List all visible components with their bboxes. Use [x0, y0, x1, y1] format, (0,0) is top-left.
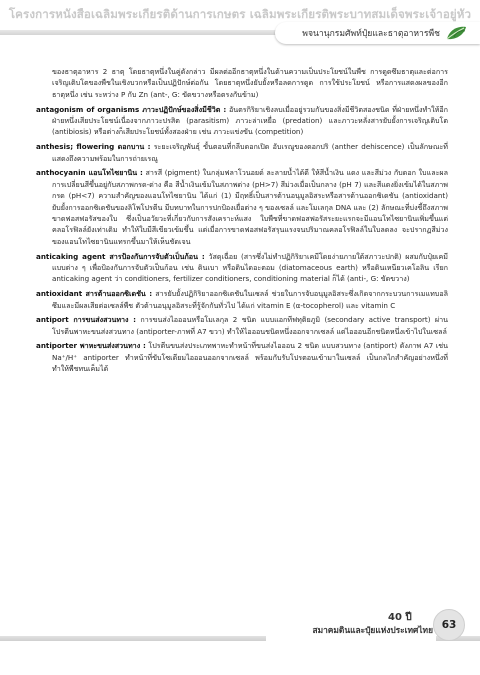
page-number: 63	[433, 609, 465, 641]
entry-term: antioxidant สารต้านออกซิเดชัน :	[36, 289, 153, 299]
entry-definition: วัสดุเฉื่อย (สารซึ่งไม่ทำปฏิกิริยาเคมีโดยง่ายภายใต้สภาวะปกติ) ผสมกับปุ๋ยเคมีแบบต่าง ๆ เพื่อป้องกันการจับตัวเป็นก้อน เช่น ดินเบา หรือดินไดอะตอม (diatomaceous earth) หรือดินเหนียวเคโอลิน เรียก anticaking agent ว่า conditioners, fertilizer conditioners, conditioning material ก็ได้ (anti-, G: ขัดขวาง)	[52, 251, 448, 284]
anniversary-mark: 40 ปี	[388, 612, 412, 623]
entry-term: anticaking agent สารป้องกันการจับตัวเป็นก้อน :	[36, 251, 205, 261]
entry-definition: การขนส่งไอออนหรือโมเลกุล 2 ชนิด แบบแอกทีฟทุติยภูมิ (secondary active transport) ผ่านโปรตีนพาหะขนส่งสวนทาง (antiporter-ภาพที่ A7 ขวา) ทำให้ไอออนชนิดหนึ่งออกจากเซลล์ แต่ไอออนอีกชนิดหนึ่งเข้าไปในเซลล์	[52, 315, 448, 336]
dictionary-entry	[36, 314, 448, 337]
entry-term: antiporter พาหะขนส่งสวนทาง :	[36, 341, 146, 351]
entry-definition: อันตรกิริยาเชิงลบเมื่ออยู่รวมกันของสิ่งมีชีวิตสองชนิด ที่ฝ่ายหนึ่งทำให้อีกฝ่ายหนึ่งเสียประโยชน์เนื่องจากภาวะปรสิต (parasitism) ภาวะล่าเหยื่อ (predation) และภาวะหลั่งสารยับยั้งการเจริญเติบโต (antibiosis) หรือต่างก็เสียประโยชน์ทั้งสองฝ่าย เช่น ภาวะแข่งขัน (competition)	[52, 104, 448, 137]
entry-continuation: ของธาตุอาหาร 2 ธาตุ โดยธาตุหนึ่งในคู่ดังกล่าว มีผลต่ออีกธาตุหนึ่งในด้านความเป็นประโยชน์ในพืช การดูดซึมธาตุและต่อการเจริญเติบโตของพืชในเชิงบวกหรือเป็นปฏิปักษ์ต่อกัน โดยธาตุหนึ่งยับยั้งหรือลดการดูด การใช้ประโยชน์ หรือการแสดงผลของอีกธาตุหนึ่ง เช่น ระหว่าง P กับ Zn (ant-, G: ขัดขวางหรือตรงกันข้าม)	[52, 67, 448, 99]
entry-paragraph	[36, 104, 448, 138]
entry-term: anthocyanin แอนโทไซยานิน :	[36, 168, 143, 178]
entry-term: anthesis; flowering ดอกบาน :	[36, 142, 151, 152]
association-name: สมาคมดินและปุ๋ยแห่งประเทศไทย	[312, 625, 433, 635]
series-title: โครงการหนังสือเฉลิมพระเกียรติด้านการเกษตร เฉลิมพระเกียรติพระบาทสมเด็จพระเจ้าอยู่หัว	[8, 7, 472, 21]
entry-paragraph	[36, 288, 448, 311]
page-header	[0, 0, 480, 58]
leaf-icon	[444, 24, 468, 42]
dictionary-entry	[36, 104, 448, 138]
entry-paragraph	[36, 141, 448, 164]
entry-definition: โปรตีนขนส่งประเภทพาหะทำหน้าที่ขนส่งไอออน 2 ชนิด แบบสวนทาง (antiport) ดังภาพ A7 เช่น Na⁺/H⁺ antiporter ทำหน้าที่ขับโซเดียมไอออนออกจากเซลล์ พร้อมกับรับโปรตอนเข้ามาในเซลล์ เป็นกลไกสำคัญอย่างหนึ่งที่ทำให้พืชทนเค็มได้	[52, 341, 448, 374]
entry-paragraph	[36, 167, 448, 247]
entry-paragraph	[36, 314, 448, 337]
dictionary-entry	[36, 167, 448, 247]
dictionary-entry	[36, 340, 448, 374]
entry-definition: ระยะเจริญพันธุ์ ขั้นตอนที่กลีบดอกเปิด อับเรณูของดอกปริ (anther dehiscence) เป็นลักษณะที่แสดงถึงความพร้อมในการถ่ายเรณู	[52, 142, 448, 163]
section-label: พจนานุกรมศัพท์ปุ๋ยและธาตุอาหารพืช	[302, 29, 440, 39]
dictionary-entry	[36, 251, 448, 285]
entry-definition: สารสี (pigment) ในกลุ่มฟลาโวนอยด์ ละลายน้ำได้ดี ให้สีน้ำเงิน แดง และสีม่วง กับดอก ใบและผล การเปลี่ยนสีขึ้นอยู่กับสภาพกรด-ด่าง คือ สีน้ำเงินเข้มในสภาพด่าง (pH>7) สีม่วงเมื่อเป็นกลาง (pH 7) และสีแดงยิ่งเข้มได้ในสภาพกรด (pH<7) ความสำคัญของแอนโทไซยานิน ได้แก่ (1) มีฤทธิ์เป็นสารต้านอนุมูลอิสระหรือสารต้านออกซิเดชัน (antioxidant) ยับยั้งการออกซิเดชันของลิโพโปรตีน มีบทบาทในการปกป้องเยื่อต่าง ๆ ของเซลล์ และโมเลกุล DNA และ (2) ลักษณะที่บ่งชี้ถึงสภาพขาดฟอสฟอรัสของใบ ซึ่งเป็นอวัยวะที่เกี่ยวกับการสังเคราะห์แสง ใบพืชที่ขาดฟอสฟอรัสระยะแรกจะมีแอนโทไซยานินเพิ่มขึ้นแต่คลอโรฟิลล์ยังเท่าเดิม ทำให้ใบมีสีเขียวเข้มขึ้น แต่เมื่อการขาดฟอสฟอรัสรุนแรงจนปริมาณคลอโรฟิลล์ในใบลดลง จะปรากฏสีม่วงของแอนโทไซยานินแทรกขึ้นมาให้เห็นชัดเจน	[52, 168, 448, 246]
section-tab	[275, 22, 480, 44]
dictionary-entry	[36, 141, 448, 164]
entry-paragraph	[36, 251, 448, 285]
entry-term: antiport การขนส่งสวนทาง :	[36, 315, 137, 325]
entry-term: antagonism of organisms ภาวะปฏิปักษ์ของสิ่งมีชีวิต :	[36, 104, 227, 114]
dictionary-entry	[36, 288, 448, 311]
entry-definition: สารยับยั้งปฏิกิริยาออกซิเดชันในเซลล์ ช่วยในการจับอนุมูลอิสระซึ่งเกิดจากกระบวนการเมแทบอลิซึมและมีผลเสียต่อเซลล์พืช ตัวต้านอนุมูลอิสระที่รู้จักกันทั่วไป ได้แก่ vitamin E (α-tocopherol) และ vitamin C	[52, 289, 448, 310]
dictionary-entry	[36, 66, 448, 100]
entry-paragraph	[36, 340, 448, 374]
dictionary-content	[36, 66, 448, 378]
